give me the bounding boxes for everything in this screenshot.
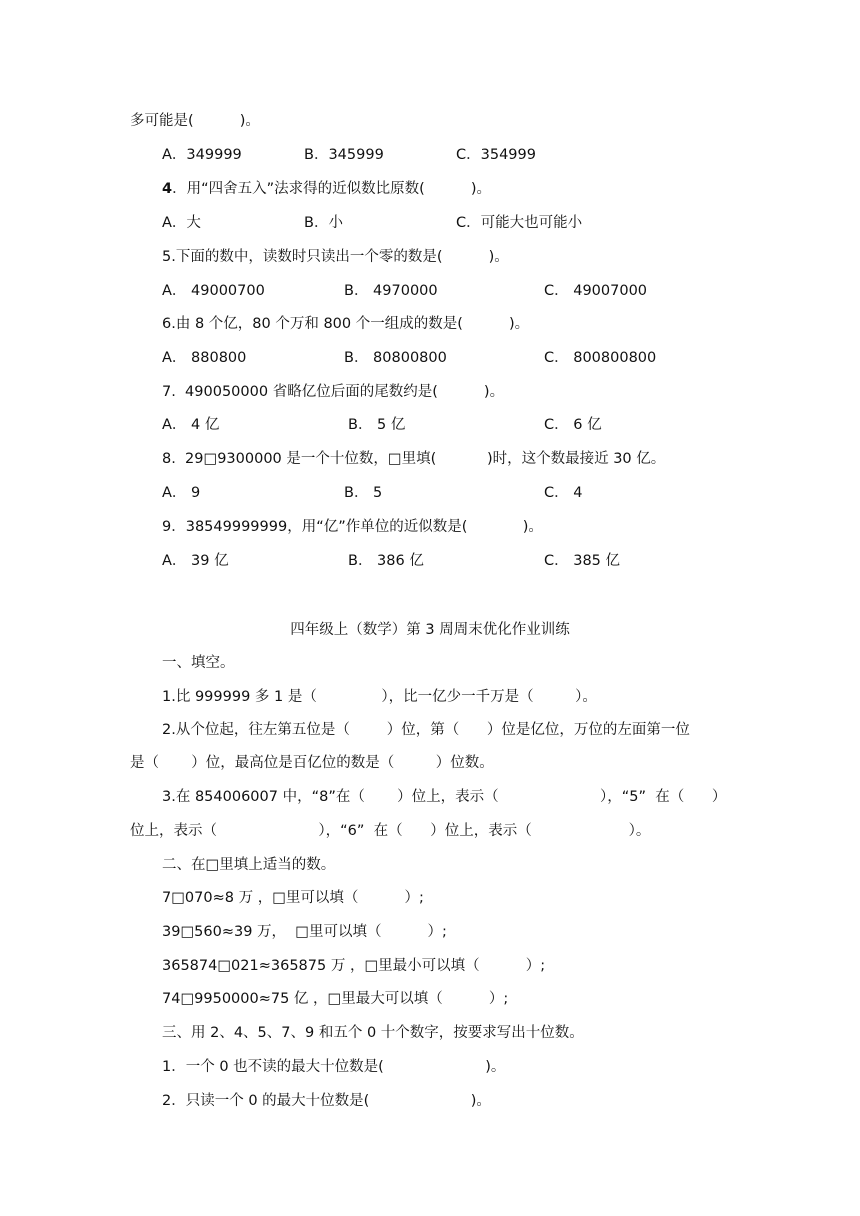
q4-question [162, 178, 491, 200]
q7-question: 7. 490050000 省略亿位后面的尾数约是( )。 [162, 384, 505, 400]
fill-q2-line2: 是（ ）位，最高位是百亿位的数是（ ）位数。 [130, 755, 494, 771]
q5-question: 5.下面的数中，读数时只读出一个零的数是( )。 [162, 249, 509, 265]
q4-text: ．用“四舍五入”法求得的近似数比原数( )。 [172, 181, 492, 197]
q7-option-c: C． 6 亿 [544, 417, 602, 433]
q9-option-b: B． 386 亿 [348, 553, 424, 569]
q9-option-c: C． 385 亿 [544, 553, 621, 569]
q8-option-c: C． 4 [544, 485, 583, 501]
write-q2: 2．只读一个 0 的最大十位数是( )。 [162, 1093, 491, 1109]
q6-question: 6.由 8 个亿，80 个万和 800 个一组成的数是( )。 [162, 316, 530, 332]
fill-q2-line1: 2.从个位起，往左第五位是（ ）位，第（ ）位是亿位，万位的左面第一位 [162, 722, 690, 738]
fill-q3-line2: 位上，表示（ ），“6” 在（ ）位上，表示（ ）。 [130, 823, 651, 839]
q9-question: 9．38549999999，用“亿”作单位的近似数是( )。 [162, 519, 543, 535]
q4-option-a: A．大 [162, 215, 201, 231]
q9-option-a: A． 39 亿 [162, 553, 229, 569]
q8-option-b: B． 5 [344, 485, 383, 501]
estimate-q3: 365874□021≈365875 万 ，□里最小可以填（ ）; [162, 958, 546, 974]
fill-q1: 1.比 999999 多 1 是（ ），比一亿少一千万是（ ）。 [162, 689, 597, 705]
q5-option-c: C． 49007000 [544, 283, 648, 299]
q4-option-b: B．小 [304, 215, 343, 231]
q6-option-a: A． 880800 [162, 350, 247, 366]
q3-option-c: C．354999 [456, 147, 536, 163]
q8-option-a: A． 9 [162, 485, 201, 501]
q7-option-b: B． 5 亿 [348, 417, 406, 433]
estimate-q2: 39□560≈39 万， □里可以填（ ）; [162, 924, 447, 940]
q5-option-a: A． 49000700 [162, 283, 265, 299]
section-title: 四年级上（数学）第 3 周周末优化作业训练 [290, 622, 570, 638]
part3-heading: 三、用 2、4、5、7、9 和五个 0 十个数字，按要求写出十位数。 [162, 1025, 584, 1041]
q3-option-b: B．345999 [304, 147, 384, 163]
q6-option-b: B． 80800800 [344, 350, 447, 366]
q3-option-a: A．349999 [162, 147, 242, 163]
write-q1: 1．一个 0 也不读的最大十位数是( )。 [162, 1059, 506, 1075]
q5-option-b: B． 4970000 [344, 283, 438, 299]
q8-question: 8. 29□9300000 是一个十位数，□里填( )时，这个数最接近 30 亿。 [162, 451, 666, 467]
part1-heading: 一、填空。 [162, 655, 235, 671]
q4-option-c: C．可能大也可能小 [456, 215, 583, 231]
q4-number: 4 [162, 181, 173, 197]
q3-continuation: 多可能是( )。 [130, 113, 260, 129]
part2-heading: 二、在□里填上适当的数。 [162, 857, 336, 873]
estimate-q1: 7□070≈8 万 ，□里可以填（ ）; [162, 890, 424, 906]
fill-q3-line1: 3.在 854006007 中，“8”在（ ）位上，表示（ ），“5” 在（ ） [162, 789, 727, 805]
q7-option-a: A． 4 亿 [162, 417, 220, 433]
q6-option-c: C． 800800800 [544, 350, 657, 366]
estimate-q4: 74□9950000≈75 亿 ，□里最大可以填（ ）; [162, 991, 509, 1007]
